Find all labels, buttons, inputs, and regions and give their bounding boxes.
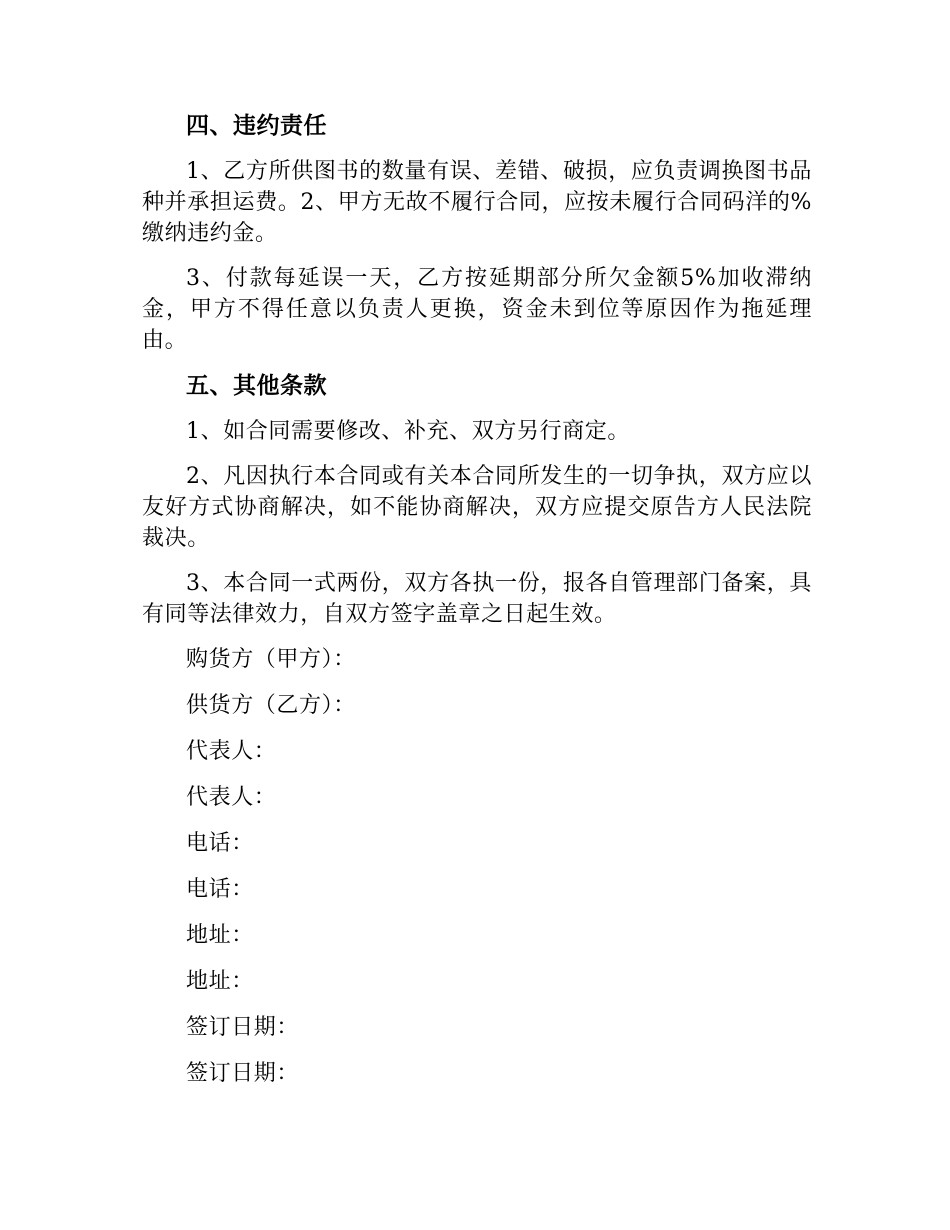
paragraph: 1、乙方所供图书的数量有误、差错、破损，应负责调换图书品种并承担运费。2、甲方无故不履行合同，应按未履行合同码洋的%缴纳违约金。 [142,159,812,246]
signature-line-address: 地址： [186,969,254,994]
section-other-terms [142,370,812,630]
signature-line-date: 签订日期： [186,1015,300,1040]
signature-line-phone: 电话： [186,877,254,902]
paragraph: 2、凡因执行本合同或有关本合同所发生的一切争执，双方应以友好方式协商解决，如不能协商解决，双方应提交原告方人民法院裁决。 [142,464,812,551]
section-heading: 四、违约责任 [186,113,327,139]
section-breach-liability [142,110,812,356]
paragraph: 3、本合同一式两份，双方各执一份，报各自管理部门备案，具有同等法律效力，自双方签字盖章之日起生效。 [142,571,812,627]
signature-block [142,644,812,1090]
document-body [142,110,812,1104]
signature-line-address: 地址： [186,923,254,948]
signature-line-phone: 电话： [186,831,254,856]
section-heading: 五、其他条款 [186,373,327,399]
signature-line-representative: 代表人： [186,739,277,764]
signature-line-representative: 代表人： [186,785,277,810]
paragraph: 1、如合同需要修改、补充、双方另行商定。 [186,419,630,444]
paragraph: 3、付款每延误一天，乙方按延期部分所欠金额5%加收滞纳金，甲方不得任意以负责人更换，资金未到位等原因作为拖延理由。 [142,266,812,353]
signature-line-supplier: 供货方（乙方）： [186,693,356,718]
signature-line-buyer: 购货方（甲方）： [186,647,356,672]
signature-line-date: 签订日期： [186,1061,300,1086]
